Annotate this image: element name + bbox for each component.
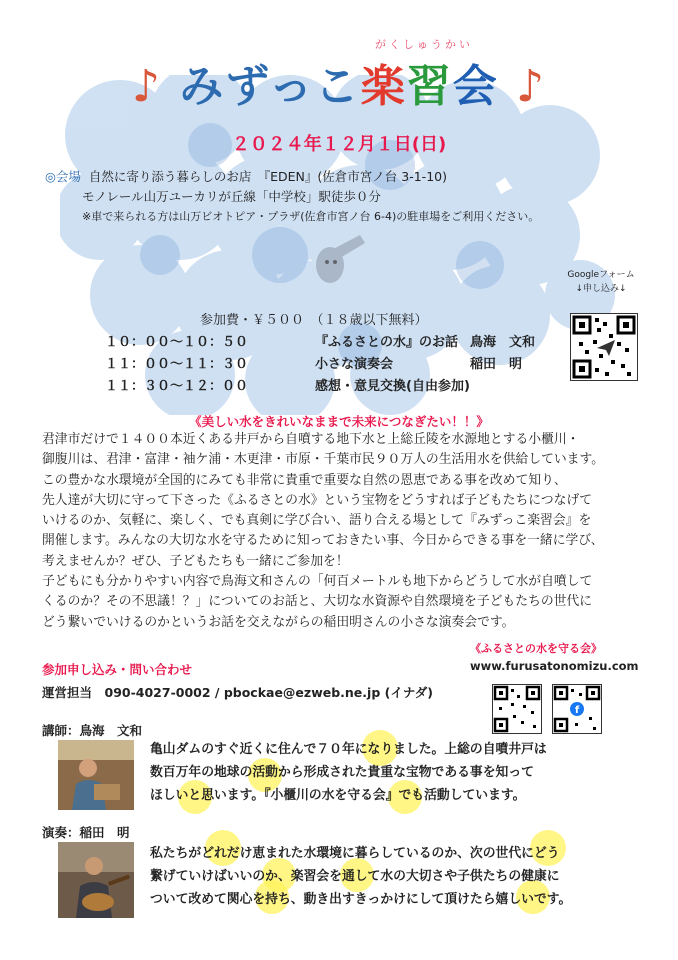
schedule-title: 感想・意見交換(自由参加) [315, 379, 470, 394]
venue-parking-note: ※車で来られる方は山万ビオトピア・プラザ(佐倉市宮ノ台 6-4)の駐車場をご利用ください。 [82, 210, 540, 223]
title-ruby: がくしゅうかい [375, 38, 473, 51]
svg-text:f: f [574, 705, 580, 716]
performer-line: 繋げていけばいいのか、楽習会を通して水の大切さや子供たちの健康に [150, 869, 560, 884]
lecturer-photo [58, 740, 134, 810]
venue-access: モノレール山万ユーカリが丘線「中学校」駅徒歩０分 [82, 189, 381, 204]
schedule-title: 『ふるさとの水』のお話 [315, 335, 459, 350]
lecturer-line: 亀山ダムのすぐ近くに住んで７０年になりました。上総の自噴井戸は [150, 742, 547, 757]
description-line: 開催します。みんなの大切な水を守るために知っておきたい事、今日からできる事を一緒に学び、 [42, 533, 604, 549]
google-form-line2: ↓申し込み↓ [575, 284, 627, 294]
lecturer-text [150, 738, 600, 807]
google-form-line1: Googleフォーム [567, 270, 635, 280]
description-line: くるのか？その不思議！？」についてのお話と、大切な水資源や自然環境を子どもたちの世代に [42, 594, 593, 610]
schedule-row [105, 332, 535, 354]
performer-label: 演奏：稲田 明 [42, 825, 130, 840]
schedule-block [105, 310, 535, 398]
venue-block [45, 167, 539, 227]
lecturer-line: 数百万年の地球の活動から形成された貴重な宝物である事を知って [150, 765, 534, 780]
venue-label: 会場 [55, 169, 81, 184]
title-char-shu: 習 [406, 61, 453, 112]
google-form-qr-code[interactable] [570, 313, 638, 381]
organization-url[interactable]: www.furusatonomizu.com [470, 659, 639, 673]
schedule-time: １１：００〜１１：３０ [105, 357, 249, 372]
fee: 参加費・￥５００ （１８歳以下無料） [200, 313, 428, 328]
description-line: どう繋いでいけるのかというお話を交えながらの稲田明さんの小さな演奏会です。 [42, 614, 515, 630]
performer-photo [58, 842, 134, 918]
google-form-label [560, 268, 642, 296]
schedule-person: 稲田 明 [470, 357, 523, 372]
schedule-person: 鳥海 文和 [470, 335, 536, 350]
website-qr-code[interactable] [492, 684, 542, 734]
venue-line [45, 167, 539, 187]
title-part1: みずっこ [179, 61, 361, 112]
description-line: 子どもにも分かりやすい内容で鳥海文和さんの「何百メートルも地下からどうして水が自噴して [42, 574, 593, 590]
bullet-mark: ◎ [45, 169, 56, 184]
schedule-row [105, 354, 535, 376]
description-line: 考えませんか？ぜひ、子どもたちも一緒にご参加を！ [42, 553, 349, 569]
event-date: ２０２４年１２月１日(日) [231, 134, 447, 155]
performer-line: ついて改めて関心を持ち、動き出すきっかけにして頂けたら嬉しいです。 [150, 892, 572, 907]
description-text [42, 430, 642, 633]
slogan: 《美しい水をきれいなままで未来につなぎたい！！》 [189, 414, 489, 429]
title-char-gaku: 楽 [360, 61, 407, 112]
contact-info: 運営担当 090-4027-0002 / pbockae@ezweb.ne.jp (イナダ) [42, 685, 433, 700]
description-line: 御腹川は、君津・富津・袖ケ浦・木更津・市原・千葉市民９０万人の生活用水を供給しています。 [42, 452, 605, 468]
music-note-icon: ♪ [516, 61, 547, 112]
performer-text [150, 842, 600, 911]
schedule-time: １１：３０〜１２：００ [105, 379, 249, 394]
facebook-qr-code[interactable] [552, 684, 602, 734]
venue-name: 自然に寄り添う暮らしのお店 『EDEN』(佐倉市宮ノ台 3-1-10) [88, 169, 447, 184]
description-line: 君津市だけで１４００本近くある井戸から自噴する地下水と上総丘陵を水源地とする小櫃川・ [42, 432, 580, 447]
organization-name: 《ふるさとの水を守る会》 [470, 642, 602, 655]
apply-heading: 参加申し込み・問い合わせ [42, 662, 193, 677]
performer-line: 私たちがどれだけ恵まれた水環境に暮らしているのか、次の世代にどう [150, 846, 560, 861]
description-line: 先人達が大切に守って下さった《ふるさとの水》という宝物をどうすれば子どもたちにつなげて [42, 492, 593, 508]
music-note-icon: ♪ [131, 61, 162, 112]
schedule-time: １０：００〜１０：５０ [105, 335, 249, 350]
title-char-kai: 会 [452, 61, 499, 112]
page-title [0, 50, 678, 114]
description-line: いけるのか、気軽に、楽しく、でも真剣に学び合い、語り合える場として『みずっこ楽習会』を [42, 513, 592, 529]
lecturer-label: 講師：鳥海 文和 [42, 723, 143, 738]
schedule-title: 小さな演奏会 [315, 357, 394, 372]
lecturer-line: ほしいと思います。『小櫃川の水を守る会』でも活動しています。 [150, 788, 526, 803]
description-line: この豊かな水環境が全国的にみても非常に貴重で重要な自然の恩恵である事を改めて知り、 [42, 472, 567, 488]
schedule-row [105, 376, 535, 398]
